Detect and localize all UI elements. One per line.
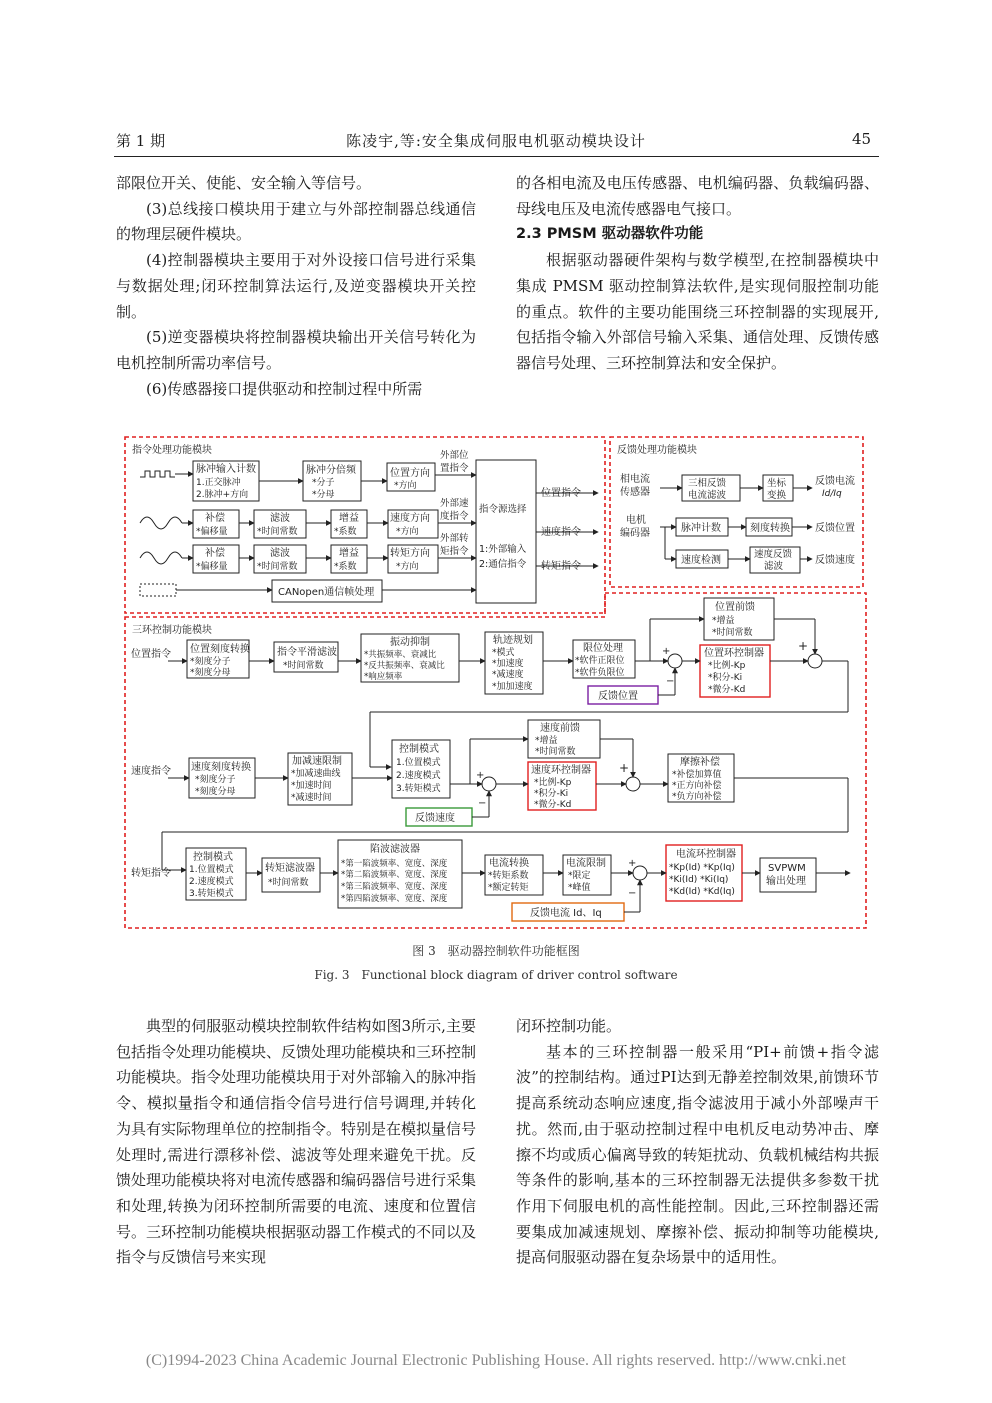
pos-ff-line: 位置前馈 (715, 602, 755, 613)
drift-line: 补偿 (205, 513, 225, 524)
svpwm-line: 输出处理 (766, 876, 806, 887)
bottom-right-column (516, 1014, 879, 1271)
mode1-line: 1.位置模式 (396, 758, 441, 768)
ext-pos-line: 置指令 (440, 463, 469, 474)
svg-text:−: − (628, 888, 637, 899)
pos-ctl-line: 位置环控制器 (704, 648, 764, 659)
paragraph: 基本的三环控制器一般采用“PI+前馈+指令滤波”的控制结构。通过PI达到无静差控制效果,前馈环节提高系统动态响应速度,指令滤波用于减小外部噪声干扰。然而,由于驱动控制过程中电机反电动势冲击、摩擦不均或质心偏离导致的转矩扰动、负载机械结构共振等条件的影响,基本的三环控制器无法提供多参数干扰作用下伺服电机的高性能控制。因此,三环控制器还需要集成加减速规划、摩擦补偿、振动抑制等功能模块,提高伺服驱动器在复杂场景中的适用性。 (516, 1042, 879, 1267)
filter-line: 滤波 (270, 513, 290, 524)
limit-line: *软件正限位 (575, 656, 625, 666)
smooth-line: *时间常数 (283, 661, 324, 671)
encoder-line: 电机 (626, 515, 646, 526)
svg-text:+: + (662, 646, 671, 657)
divider-line: *分子 (312, 478, 335, 488)
spd-ff-line: *时间常数 (535, 747, 576, 757)
drift-line: *偏移量 (196, 527, 228, 537)
section-heading: 2.3 PMSM 驱动器软件功能 (516, 226, 704, 243)
ext-trq-line: 外部转 (440, 533, 469, 544)
pos-dir-line: *方向 (394, 481, 417, 491)
friction-line: *正方向补偿 (672, 781, 722, 791)
spd-ctl-line: *积分-Ki (534, 789, 569, 799)
pos-ff-line: *增益 (712, 616, 735, 626)
fb-cur-label: 反馈电流 Id、Iq (530, 908, 602, 919)
selector-line: 2:通信指令 (479, 559, 527, 570)
gain-line: 增益 (339, 513, 359, 524)
trq-dir-line: *方向 (396, 562, 419, 572)
copyright-footer: (C)1994-2023 China Academic Journal Electronic Publishing House. All rights reserved. http://www.cnki.net (145, 1352, 847, 1369)
smooth-line: 指令平滑滤波 (277, 647, 337, 658)
vib-line: 振动抑制 (390, 637, 430, 648)
friction-line: *补偿加算值 (672, 770, 722, 780)
paragraph: (6)传感器接口提供驱动和控制过程中所需 (146, 379, 423, 398)
friction-line: 摩擦补偿 (680, 757, 720, 768)
pos-ctl-line: *积分-Ki (708, 673, 743, 683)
svpwm-line: SVPWM (768, 863, 806, 874)
cur-limit-line: *峰值 (568, 883, 591, 893)
svg-text:+: + (798, 639, 809, 653)
spd-scale-line: *刻度分子 (195, 775, 236, 785)
paragraph: 典型的伺服驱动模块控制软件结构如图3所示,主要包括指令处理功能模块、反馈处理功能模块和三环控制功能模块。指令处理功能模块用于对外部输入的脉冲指令、模拟量指令和通信指令信号进行信号调理,并转化为具有实际物理单位的控制指令。特别是在模拟量信号处理时,需进行漂移补偿、滤波等处理来避免干扰。反馈处理功能模块将对电流传感器和编码器信号进行采集和处理,转换为闭环控制所需要的电流、速度和位置信号。三环控制功能模块根据驱动器工作模式的不同以及指令与反馈信号来实现 (116, 1017, 477, 1267)
spd-dir-line: 速度方向 (390, 513, 430, 524)
trq-in: 转矩指令 (131, 868, 171, 879)
pulse-input-icon (140, 471, 175, 477)
analog-wave-icon-2 (140, 552, 182, 564)
three-phase-line: 三相反馈 (688, 478, 727, 489)
svg-text:+: + (628, 858, 637, 869)
speed-detect: 速度检测 (681, 555, 721, 566)
cur-ctl-line: 电流环控制器 (676, 849, 736, 860)
spd-ctl-line: 速度环控制器 (531, 765, 591, 776)
paragraph: 的各相电流及电压传感器、电机编码器、负载编码器、母线电压及电流传感器电气接口。 (516, 174, 879, 218)
notch-line: *第一陷波频率、宽度、深度 (341, 859, 448, 869)
fb-scale: 刻度转换 (750, 523, 790, 534)
pos-dir-line: 位置方向 (390, 468, 430, 479)
selector-line: 1:外部输入 (479, 544, 527, 555)
fb-iq: Id/Iq (822, 489, 842, 499)
limit-line: 限位处理 (583, 643, 623, 654)
acc-line: *加减速曲线 (291, 769, 341, 779)
coord-line: 坐标 (767, 478, 787, 489)
paragraph: 闭环控制功能。 (516, 1017, 622, 1035)
pulse-line: 1.正交脉冲 (196, 478, 241, 488)
issue-number: 第 1 期 (116, 132, 166, 150)
fb-cur-out: 反馈电流 (815, 476, 855, 487)
notch-line: *第三陷波频率、宽度、深度 (341, 882, 448, 892)
filter-line: *时间常数 (257, 562, 298, 572)
trq-dir-line: 转矩方向 (390, 548, 430, 559)
pos-ctl-line: *比例-Kp (708, 661, 746, 671)
mode2-line: 2.速度模式 (189, 877, 234, 887)
mode2-line: 3.转矩模式 (189, 889, 234, 899)
spd-ff-sum-junction (626, 777, 640, 791)
cur-ctl-line: *Kd(Id) *Kd(Iq) (669, 887, 735, 897)
acc-line: *加速时间 (291, 781, 332, 791)
pos-scale-line: *刻度分母 (190, 668, 231, 678)
spd-ctl-line: *微分-Kd (534, 800, 572, 810)
selector-block (476, 460, 536, 603)
ext-trq-line: 矩指令 (440, 546, 469, 557)
encoder-line: 编码器 (620, 528, 650, 539)
svg-text:−: − (666, 676, 675, 687)
phase-sensor-line: 相电流 (620, 474, 650, 485)
cmd-title: 指令处理功能模块 (132, 445, 212, 456)
paragraph: 根据驱动器硬件架构与数学模型,在控制器模块中集成 PMSM 驱动控制算法软件,是实现伺服控制功能的重点。软件的主要功能围绕三环控制器的实现展开,包括指令输入外部信号输入采集、通信处理、反馈传感器信号处理、三环控制算法和安全保护。 (516, 251, 879, 372)
selector-line: 指令源选择 (479, 504, 527, 515)
trq-filter-line: *时间常数 (268, 878, 309, 888)
top-left-column (116, 171, 476, 402)
paragraph: (5)逆变器模块将控制器模块输出开关信号转化为电机控制所需功率信号。 (116, 328, 476, 372)
traj-line: *加速度 (492, 659, 524, 669)
spd-ff-line: 速度前馈 (540, 723, 580, 734)
phase-sensor-line: 传感器 (620, 487, 650, 498)
drift-line: *偏移量 (196, 562, 228, 572)
gain-line: *系数 (334, 527, 357, 537)
fb-pos-label: 反馈位置 (598, 691, 638, 702)
coord-line: 变换 (767, 490, 787, 501)
acc-line: 加减速限制 (292, 756, 342, 767)
running-title: 陈凌宇,等:安全集成伺服电机驱动模块设计 (346, 132, 646, 150)
pos-ff-sum-junction (808, 654, 822, 668)
mode1-line: 控制模式 (399, 744, 439, 755)
spd-scale-line: *刻度分母 (195, 787, 236, 797)
top-right-column (516, 171, 879, 377)
out-spd: 速度指令 (541, 527, 581, 538)
canopen-text: CANopen通信帧处理 (278, 587, 375, 598)
fb-pulse-count: 脉冲计数 (681, 523, 721, 534)
bottom-left-column (116, 1014, 476, 1271)
divider-line: *分母 (312, 490, 335, 500)
svg-text:−: − (478, 798, 487, 809)
filter-line: *时间常数 (257, 527, 298, 537)
cur-ctl-line: *Ki(Id) *Ki(Iq) (669, 875, 729, 885)
traj-line: *加加速度 (492, 682, 533, 692)
vib-line: *共振频率、衰减比 (364, 650, 437, 660)
traj-line: 轨迹规划 (493, 635, 533, 646)
cur-limit-line: *限定 (568, 871, 591, 881)
mode2-line: 1.位置模式 (189, 865, 234, 875)
spd-scale-line: 速度刻度转换 (191, 762, 251, 773)
spd-dir-line: *方向 (396, 527, 419, 537)
cur-conv-line: 电流转换 (489, 858, 529, 869)
pos-ff-line: *时间常数 (712, 628, 753, 638)
speed-filter-line: 速度反馈 (754, 549, 793, 560)
out-pos: 位置指令 (541, 488, 581, 499)
notch-line: 陷波滤波器 (370, 844, 420, 855)
fb-title: 反馈处理功能模块 (617, 445, 697, 456)
ext-spd-line: 度指令 (440, 511, 469, 522)
fb-spd-out: 反馈速度 (815, 555, 855, 566)
pos-scale-line: *刻度分子 (190, 657, 231, 667)
traj-line: *减速度 (492, 670, 524, 680)
svg-text:+: + (476, 770, 485, 781)
three-phase-line: 电流滤波 (688, 490, 727, 501)
pulse-line: 2.脉冲+方向 (196, 490, 249, 500)
fb-spd-label: 反馈速度 (415, 813, 455, 824)
analog-wave-icon-1 (140, 517, 182, 529)
page-number: 45 (852, 130, 872, 148)
pos-scale-line: 位置刻度转换 (190, 644, 250, 655)
cur-conv-line: *转矩系数 (488, 871, 529, 881)
acc-line: *减速时间 (291, 793, 332, 803)
trq-filter-line: 转矩滤波器 (265, 863, 315, 874)
block-diagram-figure (0, 430, 992, 940)
spd-in: 速度指令 (131, 766, 171, 777)
limit-line: *软件负限位 (575, 668, 625, 678)
gain-line: *系数 (334, 562, 357, 572)
figure-caption-cn: 图 3 驱动器控制软件功能框图 (412, 944, 580, 958)
ext-spd-line: 外部速 (440, 498, 469, 509)
cur-ctl-line: *Kp(Id) *Kp(Iq) (669, 863, 735, 873)
ctrl-title: 三环控制功能模块 (132, 625, 212, 636)
svg-text:+: + (619, 761, 630, 775)
traj-line: *模式 (492, 648, 515, 658)
divider-line: 脉冲分倍频 (306, 465, 356, 476)
cur-limit-line: 电流限制 (566, 858, 606, 869)
cur-conv-line: *额定转矩 (488, 883, 529, 893)
mode1-line: 2.速度模式 (396, 771, 441, 781)
can-frame-icon (140, 584, 176, 596)
ext-pos-line: 外部位 (440, 450, 469, 461)
vib-line: *响应频率 (364, 672, 403, 682)
figure-caption-en: Fig. 3 Functional block diagram of driver control software (314, 968, 678, 982)
drift-line: 补偿 (205, 548, 225, 559)
spd-ctl-line: *比例-Kp (534, 778, 572, 788)
gain-line: 增益 (339, 548, 359, 559)
pos-ctl-line: *微分-Kd (708, 685, 746, 695)
vib-line: *反共振频率、衰减比 (364, 661, 445, 671)
paragraph: (3)总线接口模块用于建立与外部控制器总线通信的物理层硬件模块。 (116, 199, 476, 244)
notch-line: *第二陷波频率、宽度、深度 (341, 870, 448, 880)
out-trq: 转矩指令 (541, 561, 581, 572)
mode1-line: 3.转矩模式 (396, 784, 441, 794)
spd-ff-line: *增益 (535, 736, 558, 746)
speed-filter-line: 滤波 (764, 561, 784, 572)
friction-line: *负方向补偿 (672, 792, 722, 802)
pulse-line: 脉冲输入计数 (196, 464, 256, 475)
paragraph: 部限位开关、使能、安全输入等信号。 (116, 174, 372, 192)
mode2-line: 控制模式 (193, 852, 233, 863)
fb-pos-out: 反馈位置 (815, 523, 855, 534)
filter-line: 滤波 (270, 548, 290, 559)
pos-in: 位置指令 (131, 649, 171, 660)
notch-line: *第四陷波频率、宽度、深度 (341, 894, 448, 904)
paragraph: (4)控制器模块主要用于对外设接口信号进行采集与数据处理;闭环控制算法运行,及逆变器模块开关控制。 (116, 251, 476, 321)
header-rule (114, 156, 879, 157)
